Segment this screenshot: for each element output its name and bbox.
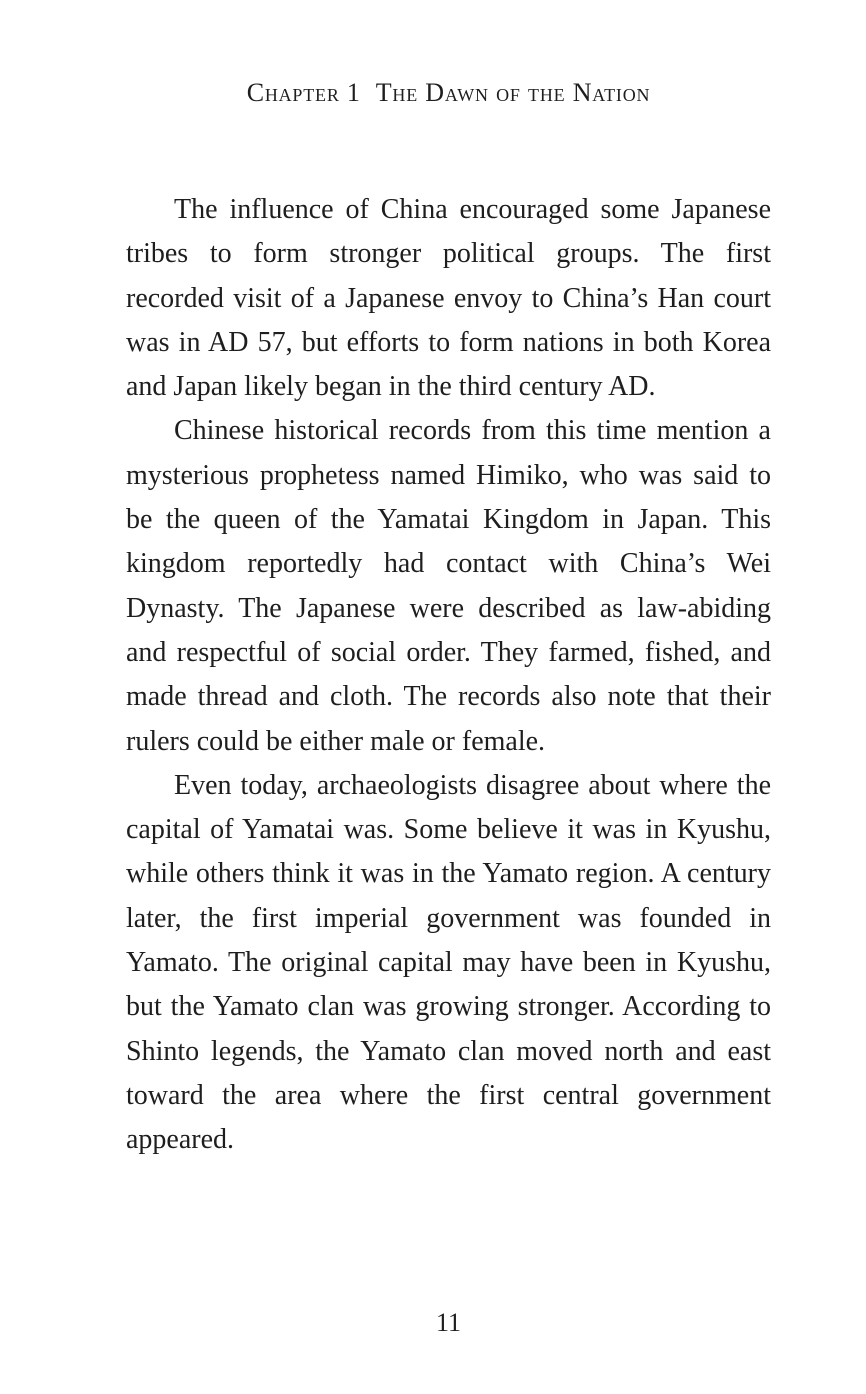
chapter-label: Chapter 1 <box>246 78 361 107</box>
paragraph-2: Chinese historical records from this time mention a mysterious prophetess named Himiko, who was said to be the queen of the Yamatai Kingdom in Japan. This kingdom reportedly had contact with China’s Wei Dynasty. The Japanese were described as law-abiding and respectful of social order. They farmed, fished, and made thread and cloth. The records also note that their rulers could be either male or female. <box>126 415 771 757</box>
running-head <box>126 78 771 108</box>
chapter-title: The Dawn of the Nation <box>375 78 651 107</box>
paragraph-1: The influence of China encouraged some Japanese tribes to form stronger political groups. The first recorded visit of a Japanese envoy to China’s Han court was in AD 57, but efforts to form nations in both Korea and Japan likely began in the third century AD. <box>126 194 771 403</box>
page-number: 11 <box>435 1308 462 1337</box>
body-text <box>126 188 771 1163</box>
paragraph-3: Even today, archaeologists disagree about where the capital of Yamatai was. Some believe it was in Kyushu, while others think it was in the Yamato region. A century later, the first imperial government was founded in Yamato. The original capital may have been in Kyushu, but the Yamato clan was growing stronger. According to Shinto legends, the Yamato clan moved north and east toward the area where the first central government appeared. <box>126 769 771 1156</box>
